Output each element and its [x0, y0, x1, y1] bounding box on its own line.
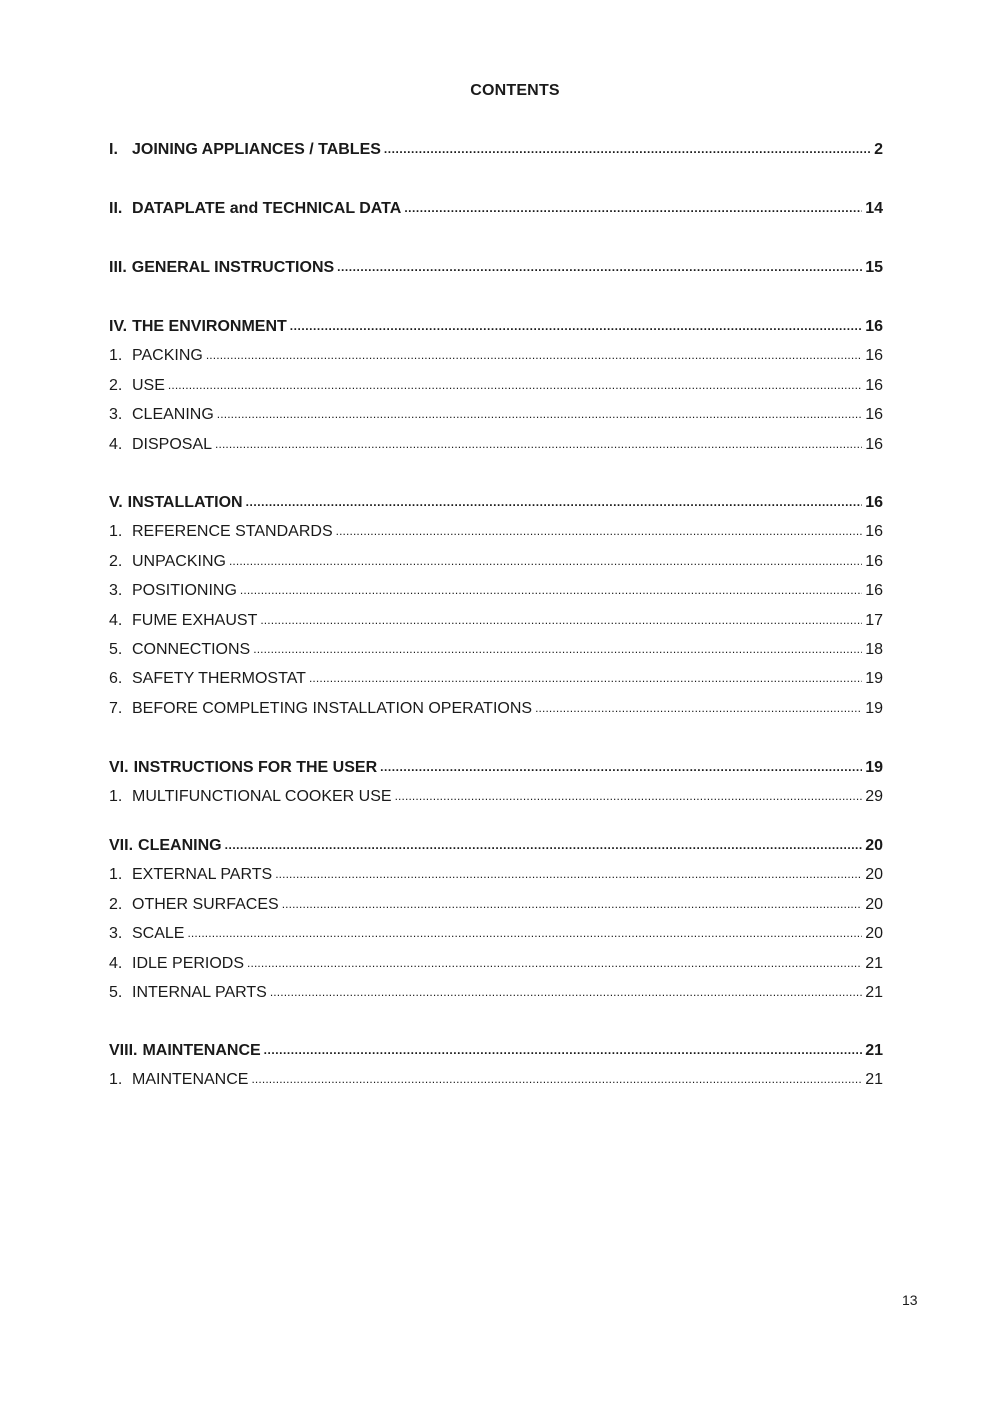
dot-leader [336, 522, 863, 536]
toc-item-row[interactable] [109, 376, 883, 398]
dot-leader [395, 787, 863, 801]
dot-leader [217, 405, 862, 419]
dot-leader [290, 317, 862, 331]
toc-page-number: 14 [865, 200, 883, 217]
dot-leader [215, 435, 862, 449]
toc-section-title: THE ENVIRONMENT [132, 318, 287, 335]
toc-section-numeral: VI. [109, 759, 129, 776]
toc-item-row[interactable] [109, 611, 883, 633]
toc-item-label: IDLE PERIODS [132, 954, 245, 972]
toc-section-row[interactable] [109, 836, 883, 858]
toc-item-label: BEFORE COMPLETING INSTALLATION OPERATIONS [132, 699, 533, 717]
toc-page-number: 21 [865, 984, 883, 1001]
dot-leader [253, 640, 862, 654]
toc-item-number: 2. [109, 552, 123, 570]
toc-section-numeral: III. [109, 259, 127, 276]
dot-leader [309, 669, 862, 683]
toc-section-title: JOINING APPLIANCES / TABLES [132, 141, 381, 158]
toc-page-number: 21 [865, 1071, 883, 1089]
toc-page-number: 2 [874, 141, 883, 158]
toc-page-number: 16 [865, 435, 883, 453]
toc-section-row[interactable] [109, 493, 883, 515]
dot-leader [240, 581, 862, 595]
dot-leader [275, 865, 862, 879]
toc-page-number: 20 [865, 837, 883, 854]
toc-section-row[interactable] [109, 1041, 883, 1063]
toc-page-number: 19 [865, 759, 883, 776]
toc-item-number: 6. [109, 670, 123, 688]
toc-page-number: 17 [865, 611, 883, 629]
toc-item-label: CLEANING [132, 406, 214, 424]
toc-page-number: 29 [865, 788, 883, 806]
dot-leader [168, 376, 862, 390]
dot-leader [187, 924, 862, 938]
toc-section-title: CLEANING [138, 837, 222, 854]
dot-leader [404, 199, 862, 213]
toc-item-label: USE [132, 376, 165, 394]
toc-page-number: 20 [865, 925, 883, 943]
dot-leader [337, 258, 862, 272]
toc-item-label: MAINTENANCE [132, 1071, 249, 1089]
toc-section-numeral: VII. [109, 837, 134, 854]
toc-item-row[interactable] [109, 983, 883, 1005]
toc-item-number: 2. [109, 895, 123, 913]
toc-page-number: 16 [865, 582, 883, 600]
toc-item-row[interactable] [109, 640, 883, 662]
toc-page-number: 16 [865, 552, 883, 570]
toc-page-number: 16 [865, 494, 883, 511]
dot-leader [225, 836, 863, 850]
toc-item-label: MULTIFUNCTIONAL COOKER USE [132, 788, 392, 806]
dot-leader [251, 1070, 862, 1084]
toc-page-number: 20 [865, 866, 883, 884]
dot-leader [282, 895, 863, 909]
toc-item-label: PACKING [132, 347, 203, 365]
toc-item-label: REFERENCE STANDARDS [132, 523, 333, 541]
toc-item-row[interactable] [109, 435, 883, 457]
toc-section-numeral: II. [109, 200, 123, 217]
toc-section-numeral: V. [109, 494, 123, 511]
toc-item-number: 3. [109, 582, 123, 600]
toc-item-label: EXTERNAL PARTS [132, 866, 273, 884]
page-title: CONTENTS [470, 82, 560, 99]
toc-section-title: INSTALLATION [127, 494, 243, 511]
toc-item-number: 1. [109, 1071, 123, 1089]
toc-item-row[interactable] [109, 1070, 883, 1092]
toc-page-number: 18 [865, 641, 883, 658]
toc-item-label: DISPOSAL [132, 435, 213, 453]
toc-section-row[interactable] [109, 199, 883, 221]
toc-item-label: OTHER SURFACES [132, 895, 279, 913]
toc-item-row[interactable] [109, 895, 883, 917]
page-number: 13 [902, 1292, 918, 1308]
toc-section-row[interactable] [109, 258, 883, 280]
toc-page-number: 16 [865, 376, 883, 394]
toc-item-number: 1. [109, 347, 123, 365]
toc-item-number: 2. [109, 376, 123, 394]
toc-item-row[interactable] [109, 346, 883, 368]
toc-section-numeral: VIII. [109, 1042, 138, 1059]
toc-item-row[interactable] [109, 522, 883, 544]
toc-item-label: CONNECTIONS [132, 641, 251, 658]
dot-leader [246, 493, 863, 507]
dot-leader [206, 346, 862, 360]
toc-item-row[interactable] [109, 924, 883, 946]
toc-item-row[interactable] [109, 787, 883, 809]
toc-item-label: UNPACKING [132, 552, 226, 570]
toc-section-title: MAINTENANCE [142, 1042, 261, 1059]
toc-section-title: INSTRUCTIONS FOR THE USER [133, 759, 378, 776]
toc-item-number: 1. [109, 523, 123, 541]
toc-item-number: 4. [109, 611, 123, 629]
toc-page-number: 16 [865, 347, 883, 365]
toc-section-numeral: IV. [109, 318, 128, 335]
toc-item-row[interactable] [109, 405, 883, 427]
toc-item-label: INTERNAL PARTS [132, 984, 267, 1001]
dot-leader [380, 758, 862, 772]
toc-section-title: DATAPLATE and TECHNICAL DATA [132, 200, 402, 217]
toc-item-number: 1. [109, 866, 123, 884]
toc-item-label: SCALE [132, 925, 185, 943]
toc-item-number: 7. [109, 699, 123, 717]
toc-page-number: 19 [865, 670, 883, 688]
toc-page-number: 15 [865, 259, 883, 276]
dot-leader [384, 140, 871, 154]
toc-section-row[interactable] [109, 758, 883, 780]
dot-leader [535, 699, 862, 713]
dot-leader [270, 983, 862, 997]
toc-item-label: SAFETY THERMOSTAT [132, 670, 306, 688]
dot-leader [264, 1041, 863, 1055]
toc-page-number: 16 [865, 523, 883, 541]
toc-item-row[interactable] [109, 581, 883, 603]
toc-section-row[interactable] [109, 140, 883, 162]
toc-item-number: 1. [109, 788, 123, 806]
toc-item-row[interactable] [109, 954, 883, 976]
toc-item-row[interactable] [109, 865, 883, 887]
toc-section-title: GENERAL INSTRUCTIONS [131, 259, 335, 276]
dot-leader [260, 611, 862, 625]
toc-item-number: 3. [109, 925, 123, 943]
toc-section-numeral: I. [109, 141, 118, 158]
toc-item-label: FUME EXHAUST [132, 611, 258, 629]
toc-item-row[interactable] [109, 699, 883, 721]
toc-item-row[interactable] [109, 552, 883, 574]
dot-leader [247, 954, 862, 968]
toc-page-number: 20 [865, 895, 883, 913]
toc-item-number: 4. [109, 435, 123, 453]
toc-page-number: 19 [865, 699, 883, 717]
toc-page-number: 21 [865, 954, 883, 972]
toc-item-label: POSITIONING [132, 582, 237, 600]
toc-section-row[interactable] [109, 317, 883, 339]
toc-item-number: 3. [109, 406, 123, 424]
toc-page-number: 21 [865, 1042, 883, 1059]
toc-item-row[interactable] [109, 669, 883, 691]
toc-page-number: 16 [865, 318, 883, 335]
toc-item-number: 5. [109, 984, 123, 1001]
toc-page-number: 16 [865, 406, 883, 424]
toc-item-number: 4. [109, 954, 123, 972]
toc-item-number: 5. [109, 641, 123, 658]
dot-leader [229, 552, 862, 566]
